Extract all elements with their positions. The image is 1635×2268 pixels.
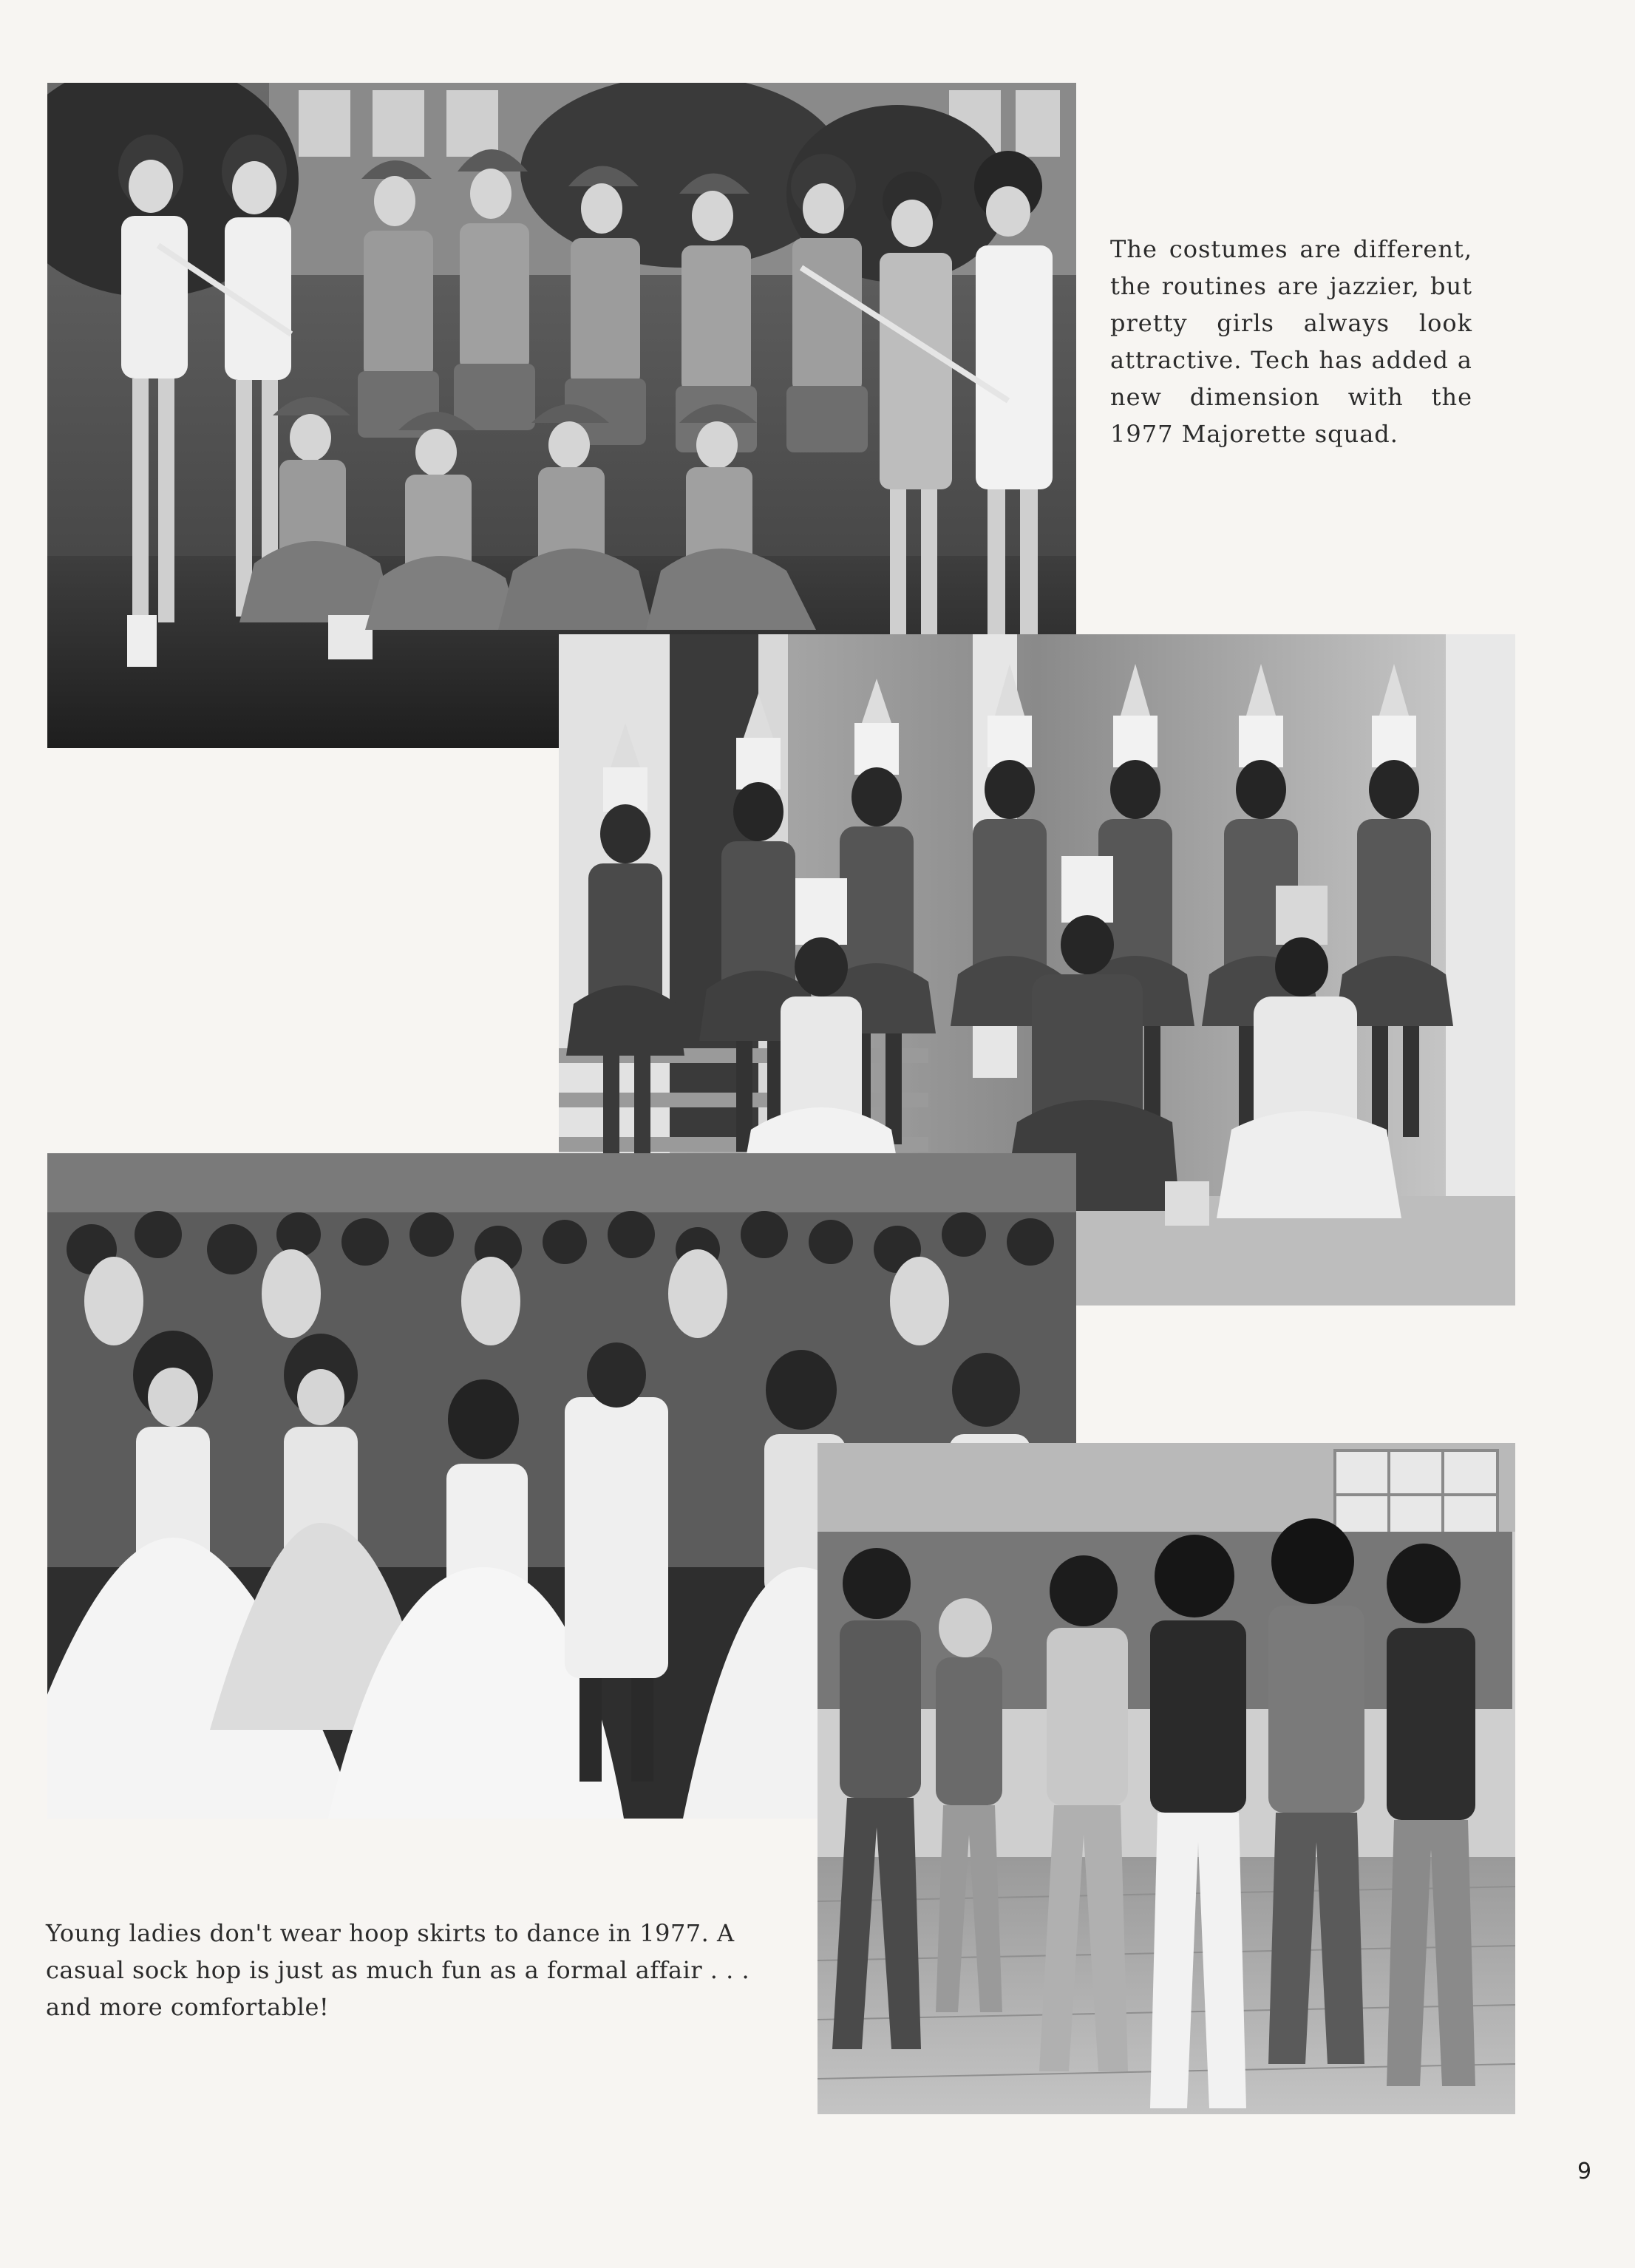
photo-sock-hop <box>818 1443 1515 2114</box>
caption-majorettes: The costumes are different, the routines are jazzier, but pretty girls always look attractive. Tech has added a new dimension with the 1977 Majorette squad. <box>1110 235 1472 448</box>
caption-dance: Young ladies don't wear hoop skirts to dance in 1977. A casual sock hop is just as much fun as a formal affair . . . and more comfortable! <box>46 1919 750 2021</box>
page-number: 9 <box>1577 2159 1592 2184</box>
